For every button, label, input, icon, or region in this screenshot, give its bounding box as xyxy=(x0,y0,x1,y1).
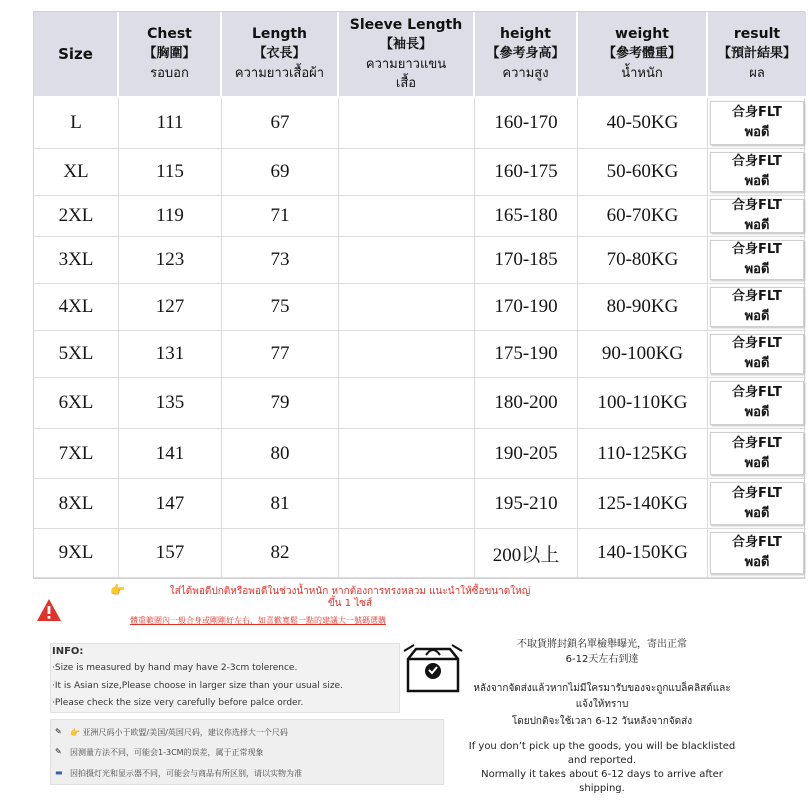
header-result-zh: 【預計結果】 xyxy=(717,46,796,61)
cell-chest: 147 xyxy=(119,479,222,529)
cell-length: 71 xyxy=(222,196,339,237)
notice-zh-line-2: 6-12天左右到達 xyxy=(565,654,639,665)
header-weight-en: weight xyxy=(615,26,669,42)
cell-sleeve xyxy=(339,479,475,529)
package-box-icon xyxy=(402,641,464,696)
header-chest-zh: 【胸圍】 xyxy=(143,46,196,61)
result-fit-th: พอดี xyxy=(744,309,770,324)
notice-th-line-2: แจ้งให้ทราบ xyxy=(575,699,629,710)
warning-thai-line-1: ใส่ได้พอดีปกติหรือพอดีในช่วงน้ำหนัก หากต้องการทรงหลวม แนะนำให้ซื้อขนาดใหญ่ xyxy=(169,586,531,597)
result-fit-th: พอดี xyxy=(744,174,770,189)
note-line-3: 因拍摄灯光和显示器不同，可能会与商品有所区别，请以实物为准 xyxy=(70,769,302,778)
cell-result xyxy=(708,378,806,429)
header-result xyxy=(708,12,806,98)
cell-height: 190-205 xyxy=(475,429,578,479)
note-line-2: 因测量方法不同，可能会1-3CM的误差，属于正常现象 xyxy=(70,748,264,757)
cell-sleeve xyxy=(339,378,475,429)
header-result-en: result xyxy=(733,26,781,42)
result-badge xyxy=(710,287,804,327)
notice-en-line-1: If you don’t pick up the goods, you will be blacklisted xyxy=(468,741,736,752)
notice-zh-line-1: 不取貨將封鎖名單檢舉曝光，寄出正常 xyxy=(517,639,687,650)
cell-height: 165-180 xyxy=(475,196,578,237)
cell-result xyxy=(708,98,806,149)
result-badge xyxy=(710,101,804,145)
result-fit-zh: 合身FLT xyxy=(732,198,782,213)
cell-weight: 70-80KG xyxy=(578,237,708,284)
header-sleeve-zh: 【袖長】 xyxy=(379,37,432,52)
result-fit-th: พอดี xyxy=(744,262,770,277)
notice-en-line-3: Normally it takes about 6-12 days to arrive after xyxy=(481,769,723,780)
cell-height: 195-210 xyxy=(475,479,578,529)
result-badge xyxy=(710,432,804,475)
cell-chest: 131 xyxy=(119,331,222,378)
header-height-th: ความสูง xyxy=(502,66,549,81)
cell-size: 3XL xyxy=(34,237,119,284)
cell-size: L xyxy=(34,98,119,149)
cell-height: 160-170 xyxy=(475,98,578,149)
cell-chest: 123 xyxy=(119,237,222,284)
warning-thai-line-2: ขึ้น 1 ไซส์ xyxy=(327,598,373,609)
cell-result xyxy=(708,196,806,237)
cell-result xyxy=(708,529,806,578)
result-fit-th: พอดี xyxy=(744,405,770,420)
header-length xyxy=(222,12,339,98)
cell-size: 7XL xyxy=(34,429,119,479)
cell-result xyxy=(708,479,806,529)
result-fit-zh: 合身FLT xyxy=(732,435,782,451)
cell-weight: 50-60KG xyxy=(578,149,708,196)
notice-en-line-2: and reported. xyxy=(567,755,637,766)
cell-sleeve xyxy=(339,331,475,378)
header-height xyxy=(475,12,578,98)
cell-weight: 140-150KG xyxy=(578,529,708,578)
warning-thai-text xyxy=(130,586,570,610)
cell-chest: 111 xyxy=(119,98,222,149)
result-fit-zh: 合身FLT xyxy=(732,485,782,501)
notice-th-line-3: โดยปกติจะใช้เวลา 6-12 วันหลังจากจัดส่ง xyxy=(511,716,693,727)
cell-length: 81 xyxy=(222,479,339,529)
result-fit-th: พอดี xyxy=(744,125,770,140)
header-sleeve xyxy=(339,12,475,98)
result-badge xyxy=(710,482,804,525)
result-fit-th: พอดี xyxy=(744,356,770,371)
cell-chest: 127 xyxy=(119,284,222,331)
header-chest-th: รอบอก xyxy=(150,66,189,81)
pointing-hand-icon: 👉 xyxy=(110,583,125,597)
cell-size: 4XL xyxy=(34,284,119,331)
result-fit-zh: 合身FLT xyxy=(732,336,782,351)
cell-chest: 141 xyxy=(119,429,222,479)
result-fit-th: พอดี xyxy=(744,218,770,233)
header-sleeve-en: Sleeve Length xyxy=(349,17,463,33)
cell-length: 82 xyxy=(222,529,339,578)
cell-chest: 119 xyxy=(119,196,222,237)
cell-height: 160-175 xyxy=(475,149,578,196)
cell-weight: 110-125KG xyxy=(578,429,708,479)
pencil-icon: ✎ xyxy=(55,727,62,736)
cell-height: 170-185 xyxy=(475,237,578,284)
note-line-1: 👉 亚洲尺码小于欧盟/美国/英国尺码，建议你选择大一个尺码 xyxy=(70,728,288,737)
header-chest-en: Chest xyxy=(147,26,192,42)
size-table xyxy=(33,11,805,579)
header-height-en: height xyxy=(500,26,551,42)
cell-size: XL xyxy=(34,149,119,196)
cell-weight: 40-50KG xyxy=(578,98,708,149)
result-badge xyxy=(710,532,804,574)
cell-length: 75 xyxy=(222,284,339,331)
result-fit-zh: 合身FLT xyxy=(732,289,782,304)
cell-height: 170-190 xyxy=(475,284,578,331)
cell-sleeve xyxy=(339,429,475,479)
result-fit-zh: 合身FLT xyxy=(732,105,782,120)
cell-length: 69 xyxy=(222,149,339,196)
result-fit-zh: 合身FLT xyxy=(732,385,782,400)
result-badge xyxy=(710,240,804,280)
info-line-3: ·Please check the size very carefully before palce order. xyxy=(52,698,304,708)
cell-size: 8XL xyxy=(34,479,119,529)
pencil-icon: ✎ xyxy=(55,747,62,756)
header-length-zh: 【衣長】 xyxy=(253,46,306,61)
notice-en-line-4: shipping. xyxy=(579,783,625,794)
cell-result xyxy=(708,149,806,196)
result-badge xyxy=(710,334,804,374)
cell-length: 73 xyxy=(222,237,339,284)
cell-result xyxy=(708,331,806,378)
header-weight xyxy=(578,12,708,98)
header-result-th: ผล xyxy=(749,66,765,81)
cell-result xyxy=(708,237,806,284)
cell-sleeve xyxy=(339,237,475,284)
notice-th-line-1: หลังจากจัดส่งแล้วหากไม่มีใครมารับของจะถูกแบล็คลิสต์และ xyxy=(473,683,731,694)
result-badge xyxy=(710,152,804,192)
cell-sleeve xyxy=(339,149,475,196)
cell-height: 180-200 xyxy=(475,378,578,429)
result-fit-th: พอดี xyxy=(744,555,770,570)
cell-sleeve xyxy=(339,284,475,331)
result-fit-zh: 合身FLT xyxy=(732,154,782,169)
cell-height: 175-190 xyxy=(475,331,578,378)
result-fit-zh: 合身FLT xyxy=(732,242,782,257)
cell-length: 77 xyxy=(222,331,339,378)
cell-chest: 157 xyxy=(119,529,222,578)
header-sleeve-th: ความยาวแขนเสื้อ xyxy=(365,57,447,91)
info-title: INFO: xyxy=(52,646,84,657)
result-badge xyxy=(710,199,804,233)
info-line-1: ·Size is measured by hand may have 2-3cm tolerence. xyxy=(52,663,298,673)
result-fit-th: พอดี xyxy=(744,505,770,521)
cell-size: 5XL xyxy=(34,331,119,378)
header-weight-zh: 【參考體重】 xyxy=(602,46,681,61)
cell-length: 80 xyxy=(222,429,339,479)
cell-weight: 90-100KG xyxy=(578,331,708,378)
cell-result xyxy=(708,429,806,479)
cell-height: 200以上 xyxy=(475,529,578,578)
header-height-zh: 【參考身高】 xyxy=(486,46,565,61)
cell-weight: 125-140KG xyxy=(578,479,708,529)
cell-size: 6XL xyxy=(34,378,119,429)
cell-size: 2XL xyxy=(34,196,119,237)
cell-result xyxy=(708,284,806,331)
cell-length: 67 xyxy=(222,98,339,149)
cell-size: 9XL xyxy=(34,529,119,578)
warning-chinese-text: 體重範圍內一般合身或剛剛好左右，如喜歡寬鬆一點的建議大一號碼選購 xyxy=(130,616,386,625)
cell-sleeve xyxy=(339,529,475,578)
header-chest xyxy=(119,12,222,98)
result-fit-th: พอดี xyxy=(744,455,770,471)
cell-sleeve xyxy=(339,196,475,237)
header-length-en: Length xyxy=(251,26,308,42)
cell-sleeve xyxy=(339,98,475,149)
cell-weight: 60-70KG xyxy=(578,196,708,237)
cell-weight: 80-90KG xyxy=(578,284,708,331)
result-badge xyxy=(710,381,804,425)
warning-triangle-icon xyxy=(36,598,62,622)
header-length-th: ความยาวเสื้อผ้า xyxy=(234,66,325,81)
header-size xyxy=(34,12,119,98)
header-size-label: Size xyxy=(58,44,93,63)
info-line-2: ·It is Asian size,Please choose in larger size than your usual size. xyxy=(52,681,343,691)
cell-chest: 135 xyxy=(119,378,222,429)
result-fit-zh: 合身FLT xyxy=(732,535,782,550)
monitor-icon: ▬ xyxy=(55,768,63,777)
cell-length: 79 xyxy=(222,378,339,429)
cell-chest: 115 xyxy=(119,149,222,196)
header-weight-th: น้ำหนัก xyxy=(621,66,663,81)
cell-weight: 100-110KG xyxy=(578,378,708,429)
